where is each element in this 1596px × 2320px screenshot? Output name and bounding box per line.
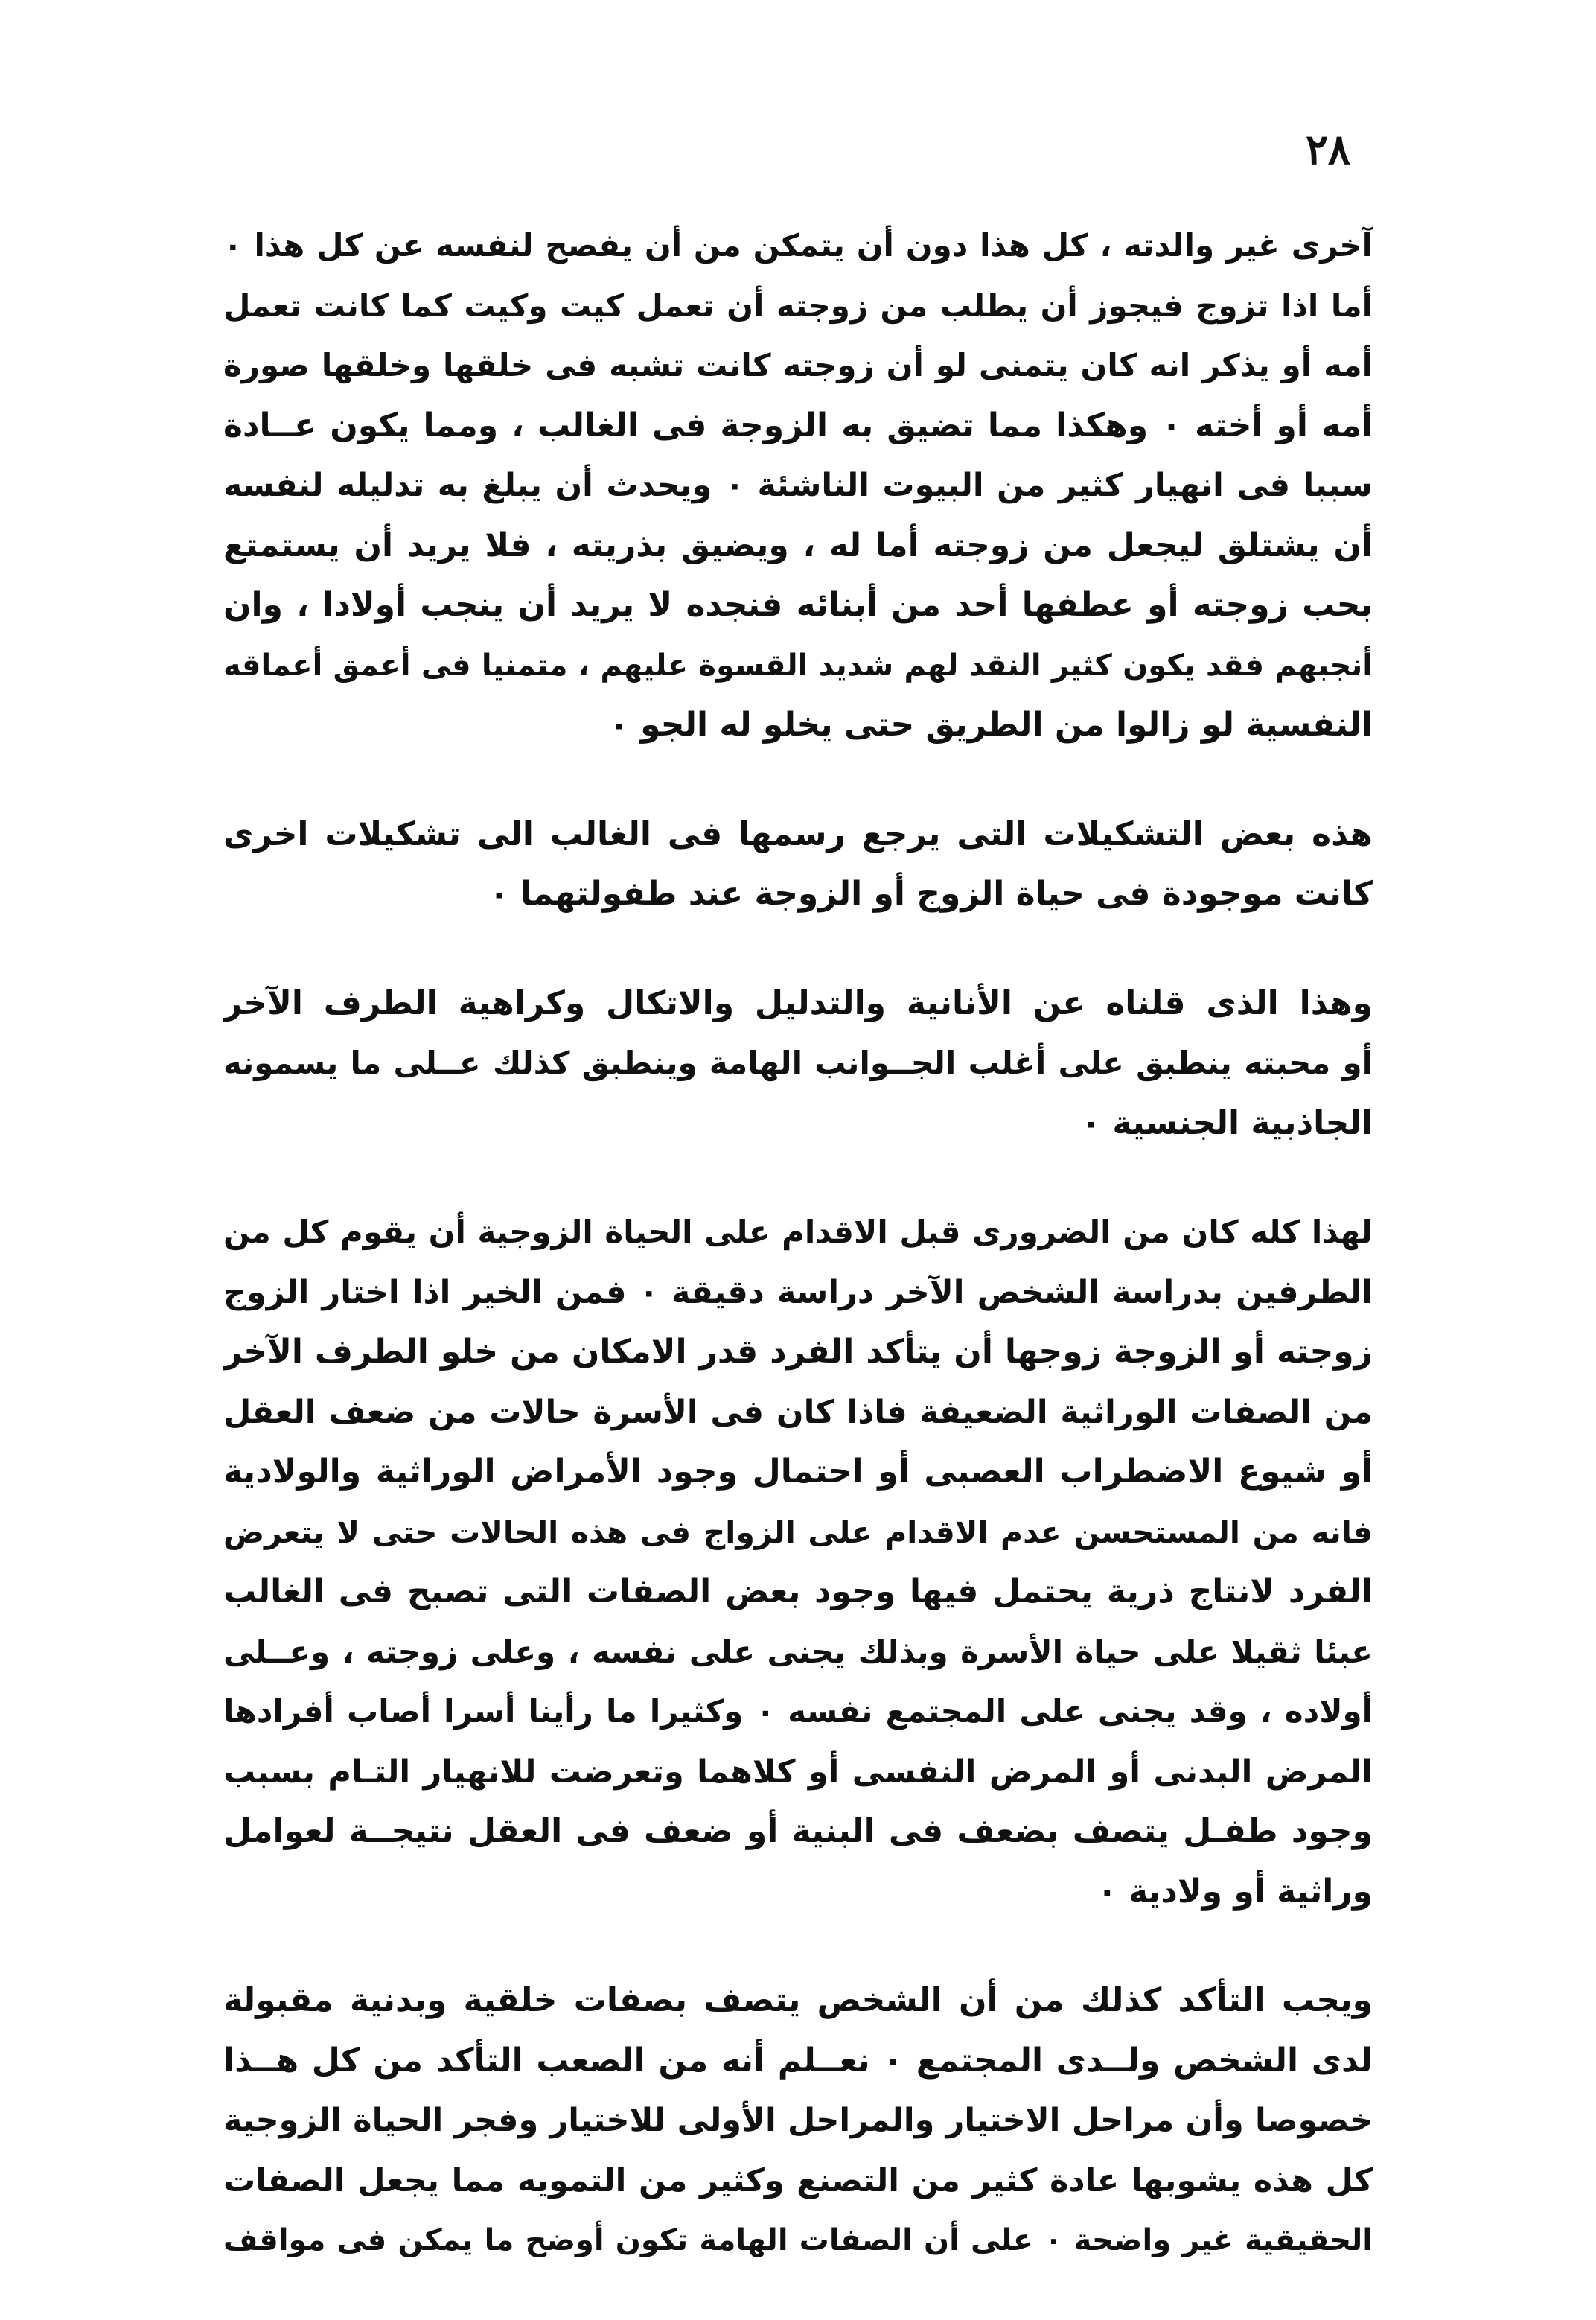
paragraph-3: [223, 974, 1373, 1154]
text-line: أما اذا تزوج فيجوز أن يطلب من زوجته أن تعمل كيت وكيت كما كانت تعمل: [223, 287, 1373, 324]
text-line: أو محبته ينطبق على أغلب الجــوانب الهامة وينطبق كذلك عــلى ما يسمونه: [223, 1045, 1373, 1081]
text-line: ويجب التأكد كذلك من أن الشخص يتصف بصفات خلقية وبدنية مقبولة: [223, 1981, 1373, 2019]
text-line: عبئا ثقيلا على حياة الأسرة وبذلك يجنى على نفسه ، وعلى زوجته ، وعــلى: [223, 1633, 1373, 1670]
text-line: بحب زوجته أو عطفها أحد من أبنائه فنجده لا يريد أن ينجب أولادا ، وان: [223, 586, 1373, 624]
page-number: ٢٨: [1305, 125, 1350, 174]
text-line: لهذا كله كان من الضرورى قبل الاقدام على الحياة الزوجية أن يقوم كل من: [223, 1214, 1373, 1250]
text-line: وراثية أو ولادية ٠: [1097, 1872, 1373, 1911]
text-line: أمه أو أخته ٠ وهكذا مما تضيق به الزوجة فى الغالب ، ومما يكون عــادة: [223, 406, 1373, 444]
text-line: الطرفين بدراسة الشخص الآخر دراسة دقيقة ٠ فمن الخير اذا اختار الزوج: [223, 1273, 1373, 1311]
text-line: هذه بعض التشكيلات التى يرجع رسمها فى الغالب الى تشكيلات اخرى: [223, 815, 1373, 853]
text-line: كل هذه يشوبها عادة كثير من التصنع وكثير من التمويه مما يجعل الصفات: [223, 2161, 1373, 2199]
text-line: المرض البدنى أو المرض النفسى أو كلاهما وتعرضت للانهيار التـام بسبب: [223, 1753, 1373, 1791]
paragraph-4: [223, 1202, 1373, 1922]
text-line: أمه أو يذكر انه كان يتمنى لو أن زوجته كانت تشبه فى خلقها وخلقها صورة: [223, 347, 1373, 383]
text-line: وهذا الذى قلناه عن الأنانية والتدليل والاتكال وكراهية الطرف الآخر: [223, 984, 1373, 1022]
text-line: زوجته أو الزوجة زوجها أن يتأكد الفرد قدر الامكان من خلو الطرف الآخر: [223, 1333, 1373, 1371]
paragraph-5: [223, 1971, 1373, 2271]
text-line: الفرد لانتاج ذرية يحتمل فيها وجود بعض الصفات التى تصبح فى الغالب: [223, 1572, 1373, 1610]
text-line: خصوصا وأن مراحل الاختيار والمراحل الأولى للاختيار وفجر الحياة الزوجية: [223, 2102, 1373, 2139]
text-line: الحقيقية غير واضحة ٠ على أن الصفات الهامة تكون أوضح ما يمكن فى مواقف: [223, 2223, 1373, 2257]
text-line: سببا فى انهيار كثير من البيوت الناشئة ٠ ويحدث أن يبلغ به تدليله لنفسه: [223, 467, 1373, 504]
text-line: كانت موجودة فى حياة الزوج أو الزوجة عند طفولتهما ٠: [489, 875, 1373, 913]
text-line: آخرى غير والدته ، كل هذا دون أن يتمكن من أن يفصح لنفسه عن كل هذا ٠: [223, 227, 1373, 264]
text-line: أو شيوع الاضطراب العصبى أو احتمال وجود الأمراض الوراثية والولادية: [223, 1453, 1373, 1491]
text-line: لدى الشخص ولــدى المجتمع ٠ نعــلم أنه من الصعب التأكد من كل هــذا: [223, 2041, 1373, 2080]
text-line: وجود طفـل يتصف بضعف فى البنية أو ضعف فى العقل نتيجــة لعوامل: [223, 1812, 1373, 1850]
paragraph-2: [223, 805, 1373, 925]
paragraph-1: [223, 216, 1373, 756]
body-text: [223, 216, 1373, 2320]
text-line: أنجبهم فقد يكون كثير النقد لهم شديد القسوة عليهم ، متمنيا فى أعمق أعماقه: [223, 648, 1373, 683]
text-line: الجاذبية الجنسية ٠: [1081, 1103, 1373, 1142]
text-line: فانه من المستحسن عدم الاقدام على الزواج فى هذه الحالات حتى لا يتعرض: [223, 1514, 1373, 1550]
text-line: من الصفات الوراثية الضعيفة فاذا كان فى الأسرة حالات من ضعف العقل: [223, 1393, 1373, 1431]
text-line: النفسية لو زالوا من الطريق حتى يخلو له الجو ٠: [608, 706, 1373, 744]
text-line: أولاده ، وقد يجنى على المجتمع نفسه ٠ وكثيرا ما رأينا أسرا أصاب أفرادها: [223, 1693, 1373, 1730]
text-line: أن يشتلق ليجعل من زوجته أما له ، ويضيق بذريته ، فلا يريد أن يستمتع: [223, 526, 1373, 564]
